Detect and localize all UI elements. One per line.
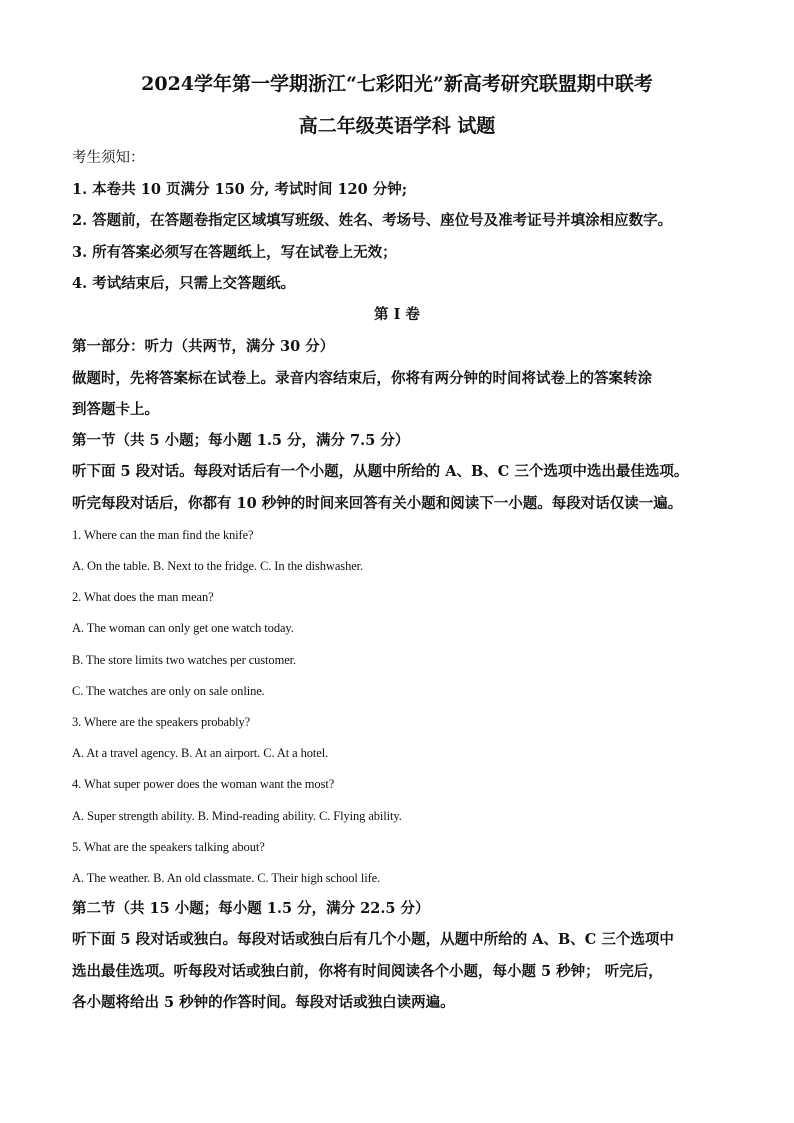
section2-instruction-2: 选出最佳选项。听每段对话或独白前，你将有时间阅读各个小题，每小题 5 秒钟； 听完后， [72, 963, 663, 980]
part1-instruction-2: 到答题卡上。 [72, 401, 159, 418]
notice-heading: 考生须知： [72, 150, 145, 166]
notice-item-4: 4. 考试结束后，只需上交答题纸。 [72, 275, 296, 292]
question-3-options: A. At a travel agency. B. At an airport. C. At a hotel. [72, 746, 329, 760]
question-5-options: A. The weather. B. An old classmate. C. Their high school life. [72, 871, 381, 885]
section1-heading: 第一节（共 5 小题；每小题 1.5 分，满分 7.5 分） [72, 432, 410, 449]
question-2-option-b: B. The store limits two watches per customer. [72, 653, 297, 667]
question-1-options: A. On the table. B. Next to the fridge. C. In the dishwasher. [72, 559, 364, 573]
section1-instruction-1: 听下面 5 段对话。每段对话后有一个小题，从题中所给的 A、B、C 三个选项中选出最佳选项。 [72, 463, 689, 480]
notice-item-1: 1. 本卷共 10 页满分 150 分, 考试时间 120 分钟; [72, 181, 408, 198]
exam-title: 2024学年第一学期浙江“七彩阳光”新高考研究联盟期中联考 [141, 73, 653, 95]
question-4-options: A. Super strength ability. B. Mind-reading ability. C. Flying ability. [72, 809, 402, 823]
question-2-option-c: C. The watches are only on sale online. [72, 684, 265, 698]
notice-item-3: 3. 所有答案必须写在答题纸上，写在试卷上无效； [72, 244, 397, 261]
section2-instruction-1: 听下面 5 段对话或独白。每段对话或独白后有几个小题，从题中所给的 A、B、C 三个选项中 [72, 931, 674, 948]
notice-item-2: 2. 答题前，在答题卷指定区域填写班级、姓名、考场号、座位号及准考证号并填涂相应数字。 [72, 212, 673, 229]
part1-instruction-1: 做题时，先将答案标在试卷上。录音内容结束后，你将有两分钟的时间将试卷上的答案转涂 [72, 370, 652, 387]
section2-heading: 第二节（共 15 小题；每小题 1.5 分，满分 22.5 分） [72, 900, 430, 917]
exam-subtitle: 高二年级英语学科 试题 [298, 115, 496, 137]
question-3: 3. Where are the speakers probably? [72, 715, 251, 729]
question-4: 4. What super power does the woman want the most? [72, 777, 335, 791]
question-5: 5. What are the speakers talking about? [72, 840, 265, 854]
section1-instruction-2: 听完每段对话后，你都有 10 秒钟的时间来回答有关小题和阅读下一小题。每段对话仅读一遍。 [72, 495, 683, 512]
question-2-option-a: A. The woman can only get one watch today. [72, 621, 294, 635]
section2-instruction-3: 各小题将给出 5 秒钟的作答时间。每段对话或独白读两遍。 [72, 994, 455, 1011]
question-1: 1. Where can the man find the knife? [72, 528, 254, 542]
question-2: 2. What does the man mean? [72, 590, 214, 604]
volume-heading: 第 I 卷 [374, 306, 420, 323]
part1-heading: 第一部分：听力（共两节，满分 30 分） [72, 338, 335, 355]
